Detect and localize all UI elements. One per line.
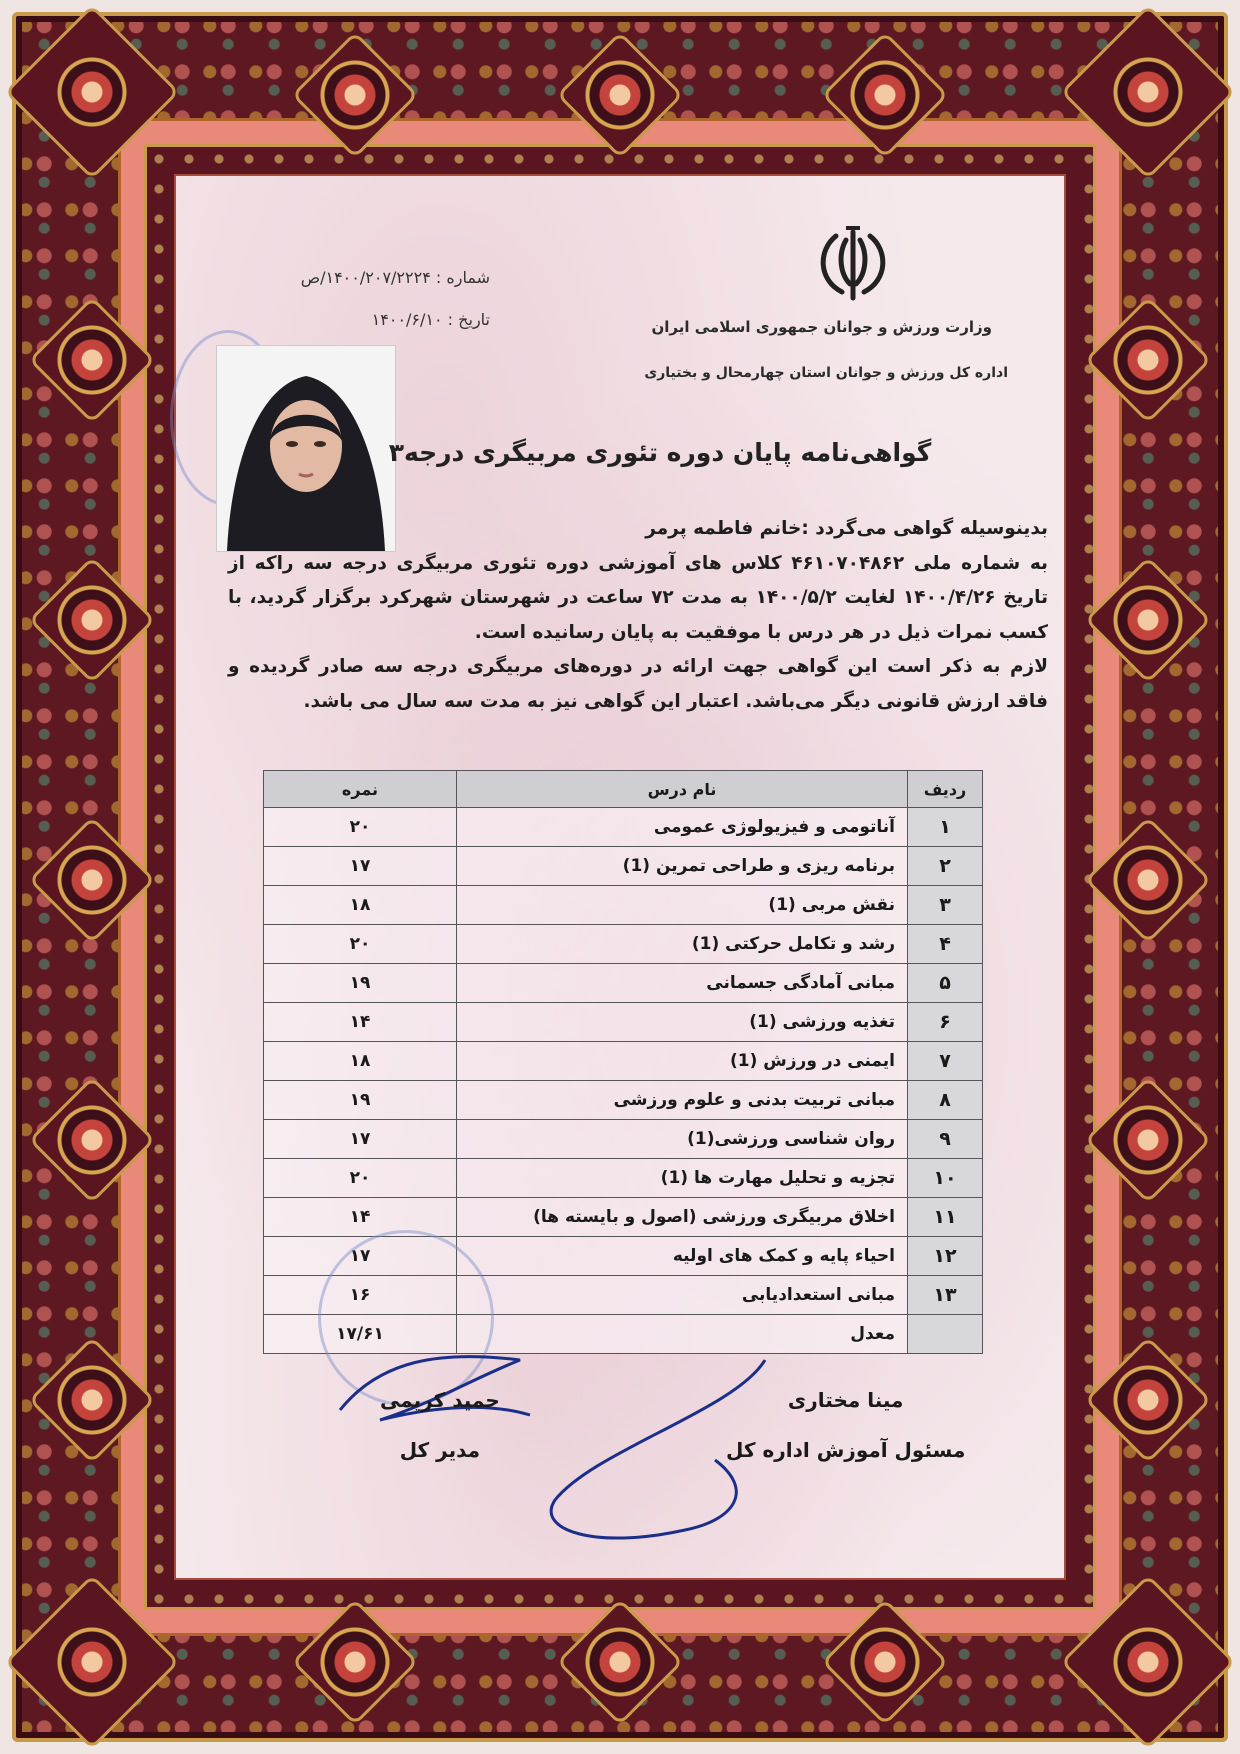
row-grade: ۱۹ [264, 964, 457, 1003]
row-course: آناتومی و فیزیولوژی عمومی [457, 808, 908, 847]
row-index: ۱۰ [908, 1159, 983, 1198]
row-index: ۸ [908, 1081, 983, 1120]
row-grade: ۱۷ [264, 1237, 457, 1276]
table-header-row [264, 771, 983, 808]
body-paragraph-1: به شماره ملی ۴۶۱۰۷۰۴۸۶۲ کلاس های آموزشی دوره تئوری مربیگری درجه سه راکه از تاریخ ۱۴۰۰/۴/۲۶ لغایت ۱۴۰۰/۵/۲ به مدت ۷۲ ساعت در شهرستان شهرکرد برگزار گردید، با کسب نمرات ذیل در هر درس با موفقیت به پایان رسانیده است. [228, 552, 1049, 643]
row-grade: ۱۶ [264, 1276, 457, 1315]
row-index [908, 1315, 983, 1354]
header-index: ردیف [908, 771, 983, 808]
table-row [264, 808, 983, 847]
table-row [264, 1198, 983, 1237]
table-row [264, 925, 983, 964]
certificate-meta [240, 268, 490, 352]
row-course: ایمنی در ورزش (1) [457, 1042, 908, 1081]
row-index: ۳ [908, 886, 983, 925]
holder-line: بدینوسیله گواهی می‌گردد :خانم فاطمه پرمر [645, 518, 1048, 539]
table-row [264, 1042, 983, 1081]
row-course: روان شناسی ورزشی(1) [457, 1120, 908, 1159]
average-grade: ۱۷/۶۱ [264, 1315, 457, 1354]
certificate-body [228, 512, 1048, 719]
row-grade: ۱۴ [264, 1003, 457, 1042]
row-index: ۹ [908, 1120, 983, 1159]
row-course: رشد و تکامل حرکتی (1) [457, 925, 908, 964]
director-name: حمید کریمی [380, 1388, 500, 1412]
training-officer-signature-block [726, 1388, 965, 1488]
header-course: نام درس [457, 771, 908, 808]
row-grade: ۱۸ [264, 1042, 457, 1081]
row-index: ۱ [908, 808, 983, 847]
ministry-name: وزارت ورزش و جوانان جمهوری اسلامی ایران [651, 318, 992, 336]
officer-name: مینا مختاری [787, 1388, 904, 1412]
row-course: مبانی آمادگی جسمانی [457, 964, 908, 1003]
row-grade: ۱۴ [264, 1198, 457, 1237]
table-row [264, 886, 983, 925]
iran-emblem-icon [808, 218, 898, 308]
row-grade: ۲۰ [264, 925, 457, 964]
certificate-title: گواهی‌نامه پایان دوره تئوری مربیگری درجه۳ [388, 438, 932, 467]
row-grade: ۲۰ [264, 1159, 457, 1198]
header-grade: نمره [264, 771, 457, 808]
row-course: مبانی استعدادیابی [457, 1276, 908, 1315]
table-row [264, 1081, 983, 1120]
row-course: نقش مربی (1) [457, 886, 908, 925]
table-row [264, 1159, 983, 1198]
table-row [264, 1120, 983, 1159]
row-grade: ۲۰ [264, 808, 457, 847]
row-index: ۶ [908, 1003, 983, 1042]
certificate-number: شماره : ۱۴۰۰/۲۰۷/۲۲۲۴/ص [300, 268, 490, 287]
row-course: احیاء پایه و کمک های اولیه [457, 1237, 908, 1276]
table-row [264, 964, 983, 1003]
row-course: تغذیه ورزشی (1) [457, 1003, 908, 1042]
row-index: ۷ [908, 1042, 983, 1081]
row-grade: ۱۸ [264, 886, 457, 925]
row-course: تجزیه و تحلیل مهارت ها (1) [457, 1159, 908, 1198]
body-paragraph-2: لازم به ذکر است این گواهی جهت ارائه در دوره‌های مربیگری درجه سه صادر گردیده و فاقد ارزش قانونی دیگر می‌باشد. اعتبار این گواهی نیز به مدت سه سال می باشد. [228, 656, 1048, 712]
row-grade: ۱۷ [264, 1120, 457, 1159]
row-index: ۴ [908, 925, 983, 964]
table-row [264, 1003, 983, 1042]
row-course: برنامه ریزی و طراحی تمرین (1) [457, 847, 908, 886]
row-grade: ۱۹ [264, 1081, 457, 1120]
certificate-date: تاریخ : ۱۴۰۰/۶/۱۰ [371, 310, 490, 329]
row-index: ۱۱ [908, 1198, 983, 1237]
director-signature-block [380, 1388, 500, 1488]
office-name: اداره کل ورزش و جوانان استان چهارمحال و بختیاری [644, 365, 1008, 381]
row-index: ۵ [908, 964, 983, 1003]
row-grade: ۱۷ [264, 847, 457, 886]
director-title: مدیر کل [399, 1438, 481, 1462]
table-row [264, 847, 983, 886]
officer-title: مسئول آموزش اداره کل [726, 1438, 966, 1462]
row-index: ۱۳ [908, 1276, 983, 1315]
row-course: مبانی تربیت بدنی و علوم ورزشی [457, 1081, 908, 1120]
row-index: ۱۲ [908, 1237, 983, 1276]
row-index: ۲ [908, 847, 983, 886]
average-label: معدل [457, 1315, 908, 1354]
row-course: اخلاق مربیگری ورزشی (اصول و بایسته ها) [457, 1198, 908, 1237]
